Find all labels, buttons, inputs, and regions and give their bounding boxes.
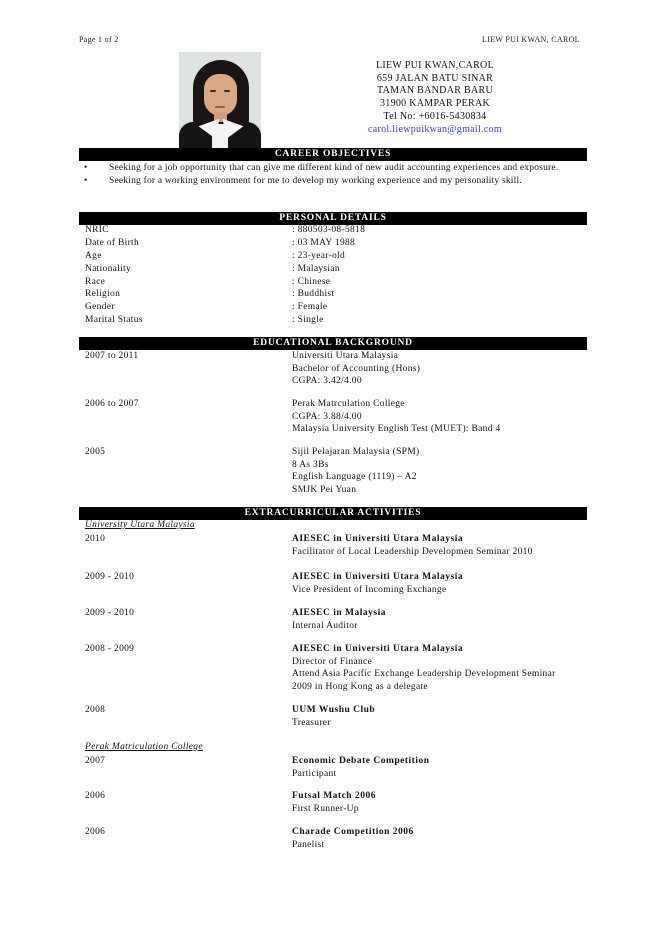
activity-line: Director of Finance — [292, 656, 373, 667]
activity-line: Panelist — [292, 839, 325, 850]
objective-text: Seeking for a job opportunity that can give me different kind of new audit accounting experiences and exposure. — [109, 163, 559, 173]
objective-item — [79, 175, 587, 188]
address-line-3: 31900 KAMPAR PERAK — [379, 98, 491, 110]
education-line: CGPA: 3.42/4.00 — [292, 376, 362, 387]
activity-title: Charade Competition 2006 — [292, 827, 414, 837]
objective-text: Seeking for a working environment for me to develop my working experience and my personality skill. — [109, 176, 522, 186]
photo-face — [204, 74, 237, 116]
activity-title: UUM Wushu Club — [292, 705, 376, 715]
education-line: 8 As 3Bs — [292, 459, 329, 470]
address-line-1: 659 JALAN BATU SINAR — [376, 72, 494, 84]
career-objectives-list — [79, 162, 587, 188]
activity-date: 2009 - 2010 — [85, 572, 135, 582]
activity-detail — [292, 704, 592, 729]
detail-label: Marital Status — [85, 315, 143, 325]
detail-value: : Buddhist — [292, 289, 335, 299]
detail-value: : 03 MAY 1988 — [292, 238, 356, 248]
education-detail — [292, 398, 592, 436]
contact-block — [350, 60, 520, 136]
activity-line: First Runner-Up — [292, 803, 359, 814]
bullet-icon: • — [84, 163, 88, 173]
photo-eye — [224, 90, 230, 92]
activity-title: Futsal Match 2006 — [292, 791, 376, 801]
activity-line: Vice President of Incoming Exchange — [292, 584, 447, 595]
activity-title: AIESEC in Universiti Utara Malaysia — [292, 644, 464, 654]
education-date: 2005 — [85, 447, 106, 457]
institution-label: University Utara Malaysia — [85, 520, 195, 530]
education-line: Bachelor of Accounting (Hons) — [292, 363, 421, 374]
photo-eye — [210, 90, 216, 92]
detail-label: Religion — [85, 289, 121, 299]
activity-date: 2008 — [85, 705, 106, 715]
activity-detail — [292, 607, 592, 632]
phone-number: Tel No: +6016-5430834 — [383, 110, 487, 122]
activity-date: 2010 — [85, 534, 106, 544]
activity-line: Attend Asia Pacific Exchange Leadership Development Seminar — [292, 669, 556, 680]
institution-label: Perak Matriculation College — [85, 742, 203, 752]
bullet-icon: • — [84, 176, 88, 186]
profile-photo — [179, 52, 261, 148]
education-line: Malaysia University English Test (MUET): Band 4 — [292, 424, 501, 435]
activity-date: 2008 - 2009 — [85, 644, 135, 654]
activity-line: Internal Auditor — [292, 620, 358, 631]
activity-detail — [292, 643, 592, 694]
activity-date: 2007 — [85, 756, 106, 766]
detail-label: Race — [85, 277, 106, 287]
activity-detail — [292, 755, 592, 780]
detail-label: NRIC — [85, 225, 109, 235]
activity-title: AIESEC in Universiti Utara Malaysia — [292, 534, 464, 544]
education-line: Universiti Utara Malaysia — [292, 351, 399, 361]
detail-value: : Single — [292, 315, 324, 325]
detail-label: Date of Birth — [85, 238, 140, 248]
section-header-personal-details: PERSONAL DETAILS — [79, 212, 587, 225]
running-header-name: LIEW PUI KWAN, CAROL — [482, 35, 580, 44]
address-line-2: TAMAN BANDAR BARU — [377, 85, 493, 97]
full-name: LIEW PUI KWAN,CAROL — [375, 60, 494, 71]
activity-line: 2009 in Hong Kong as a delegate — [292, 682, 428, 693]
education-line: CGPA: 3.88/4.00 — [292, 411, 362, 422]
education-date: 2007 to 2011 — [85, 351, 139, 361]
activity-detail — [292, 571, 592, 596]
detail-label: Nationality — [85, 264, 132, 274]
section-header-extracurricular: EXTRACURRICULAR ACTIVITIES — [79, 507, 587, 520]
activity-date: 2006 — [85, 827, 106, 837]
activity-title: AIESEC in Malaysia — [292, 608, 386, 618]
education-detail — [292, 350, 592, 388]
detail-value: : Malaysian — [292, 264, 340, 274]
activity-line: Treasurer — [292, 717, 331, 728]
education-line: SMJK Pei Yuan — [292, 485, 357, 496]
activity-line: Participant — [292, 768, 337, 779]
education-line: Sijil Pelajaran Malaysia (SPM) — [292, 447, 420, 457]
detail-label: Gender — [85, 302, 115, 312]
detail-value: : Female — [292, 302, 328, 312]
activity-title: Economic Debate Competition — [292, 756, 430, 766]
detail-value: : Chinese — [292, 277, 331, 287]
activity-title: AIESEC in Universiti Utara Malaysia — [292, 572, 464, 582]
objective-item — [79, 162, 587, 175]
detail-value: : 23-year-old — [292, 251, 346, 261]
activity-detail — [292, 533, 592, 558]
activity-detail — [292, 826, 592, 851]
photo-mouth — [215, 106, 225, 108]
page-number: Page 1 of 2 — [79, 35, 119, 44]
education-date: 2006 to 2007 — [85, 399, 139, 409]
activity-date: 2006 — [85, 791, 106, 801]
section-header-career-objectives: CAREER OBJECTIVES — [79, 148, 587, 161]
education-detail — [292, 446, 592, 497]
education-line: Perak Matrculation College — [292, 399, 405, 409]
activity-date: 2009 - 2010 — [85, 608, 135, 618]
activity-detail — [292, 790, 592, 815]
detail-label: Age — [85, 251, 102, 261]
email-link[interactable]: carol.liewpuikwan@gmail.com — [368, 123, 502, 135]
section-header-education: EDUCATIONAL BACKGROUND — [79, 337, 587, 350]
detail-value: : 880503-08-5818 — [292, 225, 366, 235]
education-line: English Language (1119) – A2 — [292, 472, 417, 483]
activity-line: Facilitator of Local Leadership Developmen Seminar 2010 — [292, 546, 533, 557]
